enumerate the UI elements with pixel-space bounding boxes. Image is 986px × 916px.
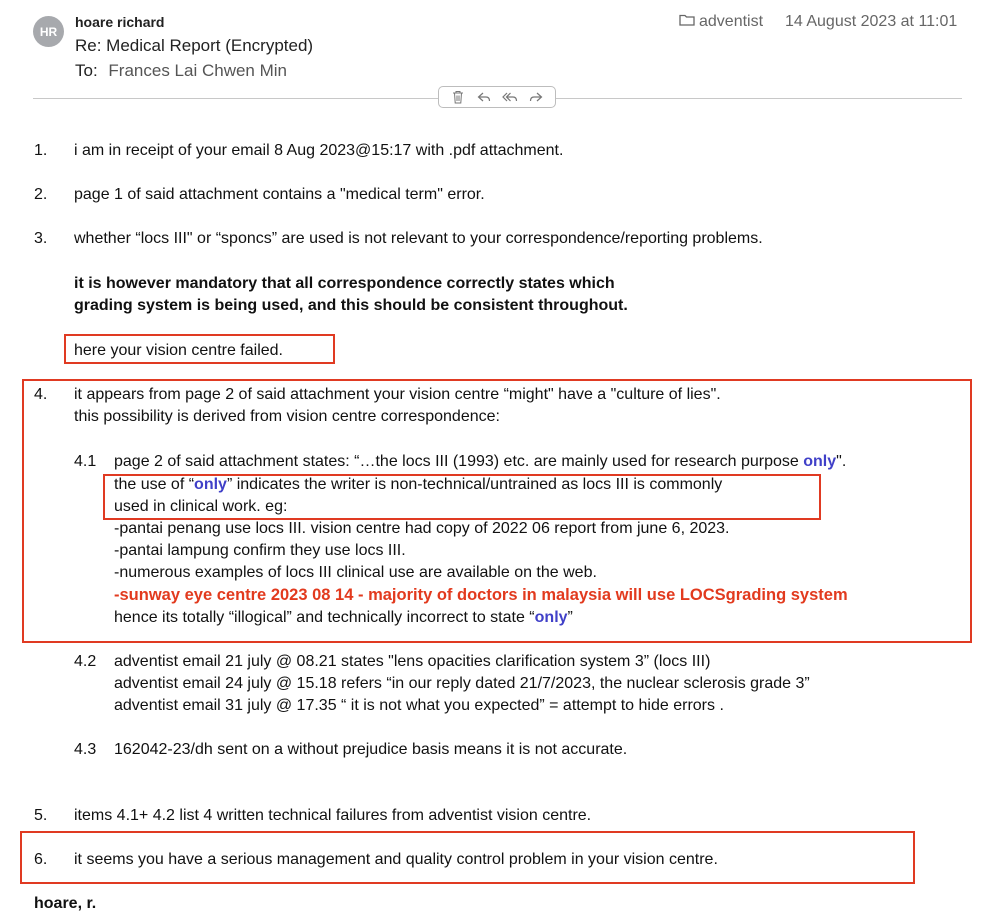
email-subject: Re: Medical Report (Encrypted) (75, 36, 314, 55)
paragraph-4-2-line-1: adventist email 21 july @ 08.21 states "lens opacities clarification system 3” (locs III) (114, 653, 711, 670)
paragraph-4-3: 162042-23/dh sent on a without prejudice basis means it is not accurate. (114, 741, 628, 758)
hover-toolbar (438, 86, 556, 108)
paragraph-4-2-line-2: adventist email 24 july @ 15.18 refers “in our reply dated 21/7/2023, the nuclear sclerosis grade 3” (114, 675, 810, 692)
item-number: 2. (34, 186, 48, 203)
text-segment: hence its totally “illogical” and technically incorrect to state “ (114, 609, 535, 626)
recipient-row (75, 61, 287, 81)
paragraph-4-1-line-4: -pantai penang use locs III. vision centre had copy of 2022 06 report from june 6, 2023. (114, 520, 730, 537)
paragraph-3: whether “locs III" or “sponcs” are used is not relevant to your correspondence/reporting problems. (74, 230, 763, 247)
sunway-red-statement: -sunway eye centre 2023 08 14 - majority of doctors in malaysia will use LOCSgrading system (114, 586, 848, 604)
item-number: 3. (34, 230, 48, 247)
paragraph-1: i am in receipt of your email 8 Aug 2023@15:17 with .pdf attachment. (74, 142, 564, 159)
avatar: HR (33, 16, 64, 47)
mandatory-statement-line-1: it is however mandatory that all correspondence correctly states which (74, 275, 615, 292)
paragraph-4-1-line-2 (114, 475, 722, 495)
mandatory-statement-line-2: grading system is being used, and this should be consistent throughout. (74, 297, 628, 314)
only-emphasis: only (194, 476, 227, 493)
trash-icon[interactable] (448, 88, 468, 106)
paragraph-2: page 1 of said attachment contains a "medical term" error. (74, 186, 485, 203)
reply-all-icon[interactable] (500, 88, 520, 106)
paragraph-4-2-line-3: adventist email 31 july @ 17.35 “ it is not what you expected” = attempt to hide errors . (114, 697, 724, 714)
paragraph-4-1-line-8 (114, 608, 573, 628)
paragraph-6: it seems you have a serious management and quality control problem in your vision centre. (74, 851, 718, 868)
email-date: 14 August 2023 at 11:01 (785, 13, 958, 30)
item-number: 6. (34, 851, 48, 868)
item-number: 4.3 (74, 741, 97, 758)
folder-name: adventist (699, 13, 764, 30)
text-segment: ". (836, 453, 847, 470)
item-number: 1. (34, 142, 48, 159)
text-segment: page 2 of said attachment states: “…the locs III (1993) etc. are mainly used for research purpose (114, 453, 804, 470)
paragraph-4-1-line-6: -numerous examples of locs III clinical use are available on the web. (114, 564, 597, 581)
mailbox-folder[interactable] (679, 13, 763, 31)
paragraph-4-1-line-5: -pantai lampung confirm they use locs III. (114, 542, 406, 559)
reply-icon[interactable] (474, 88, 494, 106)
forward-icon[interactable] (526, 88, 546, 106)
only-emphasis: only (534, 609, 568, 626)
item-number: 4.2 (74, 653, 97, 670)
to-label: To: (75, 61, 98, 80)
paragraph-4-1-line-3: used in clinical work. eg: (114, 498, 288, 515)
text-segment: the use of “ (114, 476, 195, 493)
item-number: 4.1 (74, 453, 97, 470)
failure-statement: here your vision centre failed. (74, 342, 283, 359)
sender-name: hoare richard (75, 14, 165, 30)
paragraph-4-1-line-1 (114, 452, 846, 472)
signature: hoare, r. (34, 895, 97, 912)
paragraph-4-line-1: it appears from page 2 of said attachment your vision centre “might" have a "culture of lies". (74, 386, 721, 403)
text-segment: ” indicates the writer is non-technical/untrained as locs III is commonly (226, 476, 723, 493)
paragraph-5: items 4.1+ 4.2 list 4 written technical failures from adventist vision centre. (74, 807, 592, 824)
folder-icon (679, 13, 695, 31)
only-emphasis: only (803, 453, 837, 470)
text-segment: ” (567, 609, 573, 626)
recipient-name[interactable]: Frances Lai Chwen Min (108, 61, 287, 80)
item-number: 4. (34, 386, 48, 403)
paragraph-4-line-2: this possibility is derived from vision centre correspondence: (74, 408, 500, 425)
item-number: 5. (34, 807, 48, 824)
